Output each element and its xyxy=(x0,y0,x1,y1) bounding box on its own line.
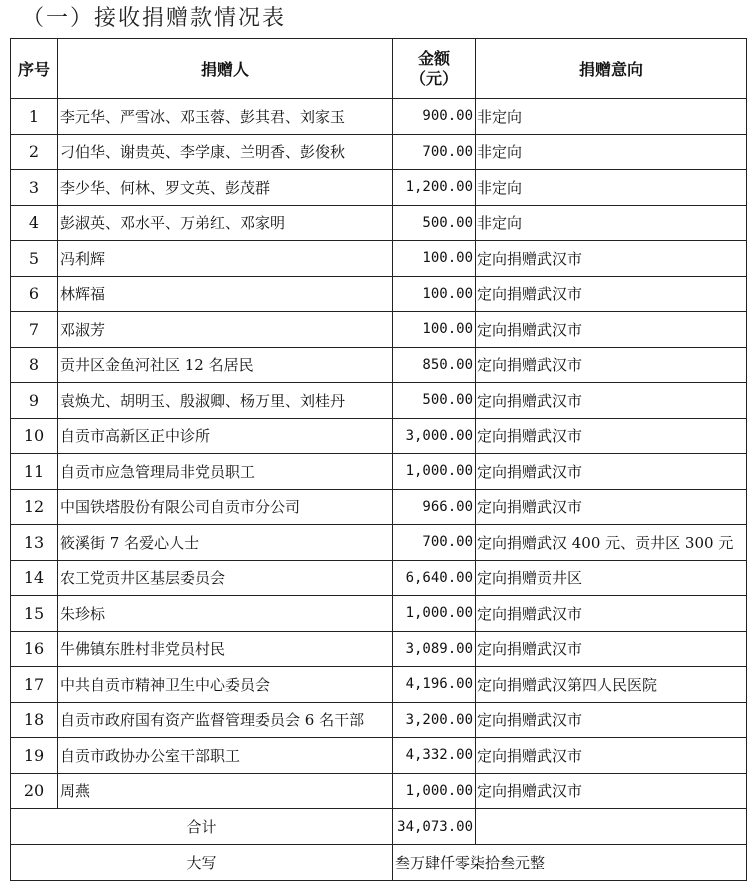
table-row xyxy=(11,773,747,809)
total-amount: 34,073.00 xyxy=(393,809,476,845)
row-intent: 定向捐赠武汉市 xyxy=(476,454,747,490)
row-intent: 定向捐赠武汉市 xyxy=(476,241,747,277)
row-number: 11 xyxy=(11,454,58,490)
row-intent: 非定向 xyxy=(476,170,747,206)
capital-label: 大写 xyxy=(11,845,393,881)
table-row xyxy=(11,454,747,490)
row-intent: 定向捐赠武汉市 xyxy=(476,347,747,383)
row-amount: 700.00 xyxy=(393,134,476,170)
table-row xyxy=(11,99,747,135)
row-number: 5 xyxy=(11,241,58,277)
header-amount-line1: 金额 xyxy=(417,48,450,68)
row-amount: 1,000.00 xyxy=(393,596,476,632)
capital-row xyxy=(11,845,747,881)
row-intent: 定向捐赠武汉市 xyxy=(476,738,747,774)
row-amount: 850.00 xyxy=(393,347,476,383)
row-number: 13 xyxy=(11,525,58,561)
row-donor: 彭淑英、邓水平、万弟红、邓家明 xyxy=(58,205,393,241)
table-row xyxy=(11,596,747,632)
row-amount: 3,089.00 xyxy=(393,631,476,667)
row-donor: 中共自贡市精神卫生中心委员会 xyxy=(58,667,393,703)
table-row xyxy=(11,170,747,206)
row-number: 4 xyxy=(11,205,58,241)
row-donor: 李少华、何林、罗文英、彭茂群 xyxy=(58,170,393,206)
row-number: 20 xyxy=(11,773,58,809)
row-donor: 李元华、严雪冰、邓玉蓉、彭其君、刘家玉 xyxy=(58,99,393,135)
row-amount: 500.00 xyxy=(393,205,476,241)
table-row xyxy=(11,383,747,419)
row-donor: 袁焕尤、胡明玉、殷淑卿、杨万里、刘桂丹 xyxy=(58,383,393,419)
row-intent: 非定向 xyxy=(476,205,747,241)
total-label: 合计 xyxy=(11,809,393,845)
row-donor: 自贡市应急管理局非党员职工 xyxy=(58,454,393,490)
row-donor: 自贡市高新区正中诊所 xyxy=(58,418,393,454)
total-intent xyxy=(476,809,747,845)
row-intent: 非定向 xyxy=(476,99,747,135)
table-row xyxy=(11,312,747,348)
header-donor: 捐赠人 xyxy=(58,39,393,99)
row-number: 6 xyxy=(11,276,58,312)
row-intent: 定向捐赠武汉市 xyxy=(476,383,747,419)
row-donor: 林辉福 xyxy=(58,276,393,312)
table-row xyxy=(11,205,747,241)
header-amount xyxy=(393,39,476,99)
row-intent: 定向捐赠武汉市 xyxy=(476,418,747,454)
table-body xyxy=(11,99,747,809)
table-row xyxy=(11,560,747,596)
row-donor: 农工党贡井区基层委员会 xyxy=(58,560,393,596)
row-amount: 100.00 xyxy=(393,241,476,277)
row-donor: 中国铁塔股份有限公司自贡市分公司 xyxy=(58,489,393,525)
table-row xyxy=(11,241,747,277)
row-donor: 自贡市政协办公室干部职工 xyxy=(58,738,393,774)
row-amount: 966.00 xyxy=(393,489,476,525)
row-number: 1 xyxy=(11,99,58,135)
total-row xyxy=(11,809,747,845)
row-amount: 1,000.00 xyxy=(393,454,476,490)
row-donor: 刁伯华、谢贵英、李学康、兰明香、彭俊秋 xyxy=(58,134,393,170)
row-number: 8 xyxy=(11,347,58,383)
header-intent: 捐赠意向 xyxy=(476,39,747,99)
row-intent: 定向捐赠武汉市 xyxy=(476,312,747,348)
header-amount-line2: （元） xyxy=(409,68,458,88)
row-intent: 定向捐赠武汉市 xyxy=(476,773,747,809)
row-number: 17 xyxy=(11,667,58,703)
row-intent: 定向捐赠武汉市 xyxy=(476,489,747,525)
table-row xyxy=(11,667,747,703)
row-number: 19 xyxy=(11,738,58,774)
row-number: 10 xyxy=(11,418,58,454)
page-title: （一）接收捐赠款情况表 xyxy=(22,6,287,31)
row-intent: 定向捐赠贡井区 xyxy=(476,560,747,596)
row-amount: 6,640.00 xyxy=(393,560,476,596)
row-amount: 4,332.00 xyxy=(393,738,476,774)
row-intent: 定向捐赠武汉第四人民医院 xyxy=(476,667,747,703)
table-header-row xyxy=(11,39,747,99)
row-number: 3 xyxy=(11,170,58,206)
row-amount: 100.00 xyxy=(393,276,476,312)
table-row xyxy=(11,418,747,454)
table-row xyxy=(11,631,747,667)
row-donor: 牛佛镇东胜村非党员村民 xyxy=(58,631,393,667)
row-amount: 3,200.00 xyxy=(393,702,476,738)
row-donor: 自贡市政府国有资产监督管理委员会 6 名干部 xyxy=(58,702,393,738)
row-donor: 邓淑芳 xyxy=(58,312,393,348)
row-amount: 4,196.00 xyxy=(393,667,476,703)
row-number: 12 xyxy=(11,489,58,525)
row-amount: 900.00 xyxy=(393,99,476,135)
row-amount: 1,000.00 xyxy=(393,773,476,809)
row-intent: 定向捐赠武汉市 xyxy=(476,702,747,738)
row-amount: 1,200.00 xyxy=(393,170,476,206)
table-row xyxy=(11,525,747,561)
row-donor: 周燕 xyxy=(58,773,393,809)
row-donor: 贡井区金鱼河社区 12 名居民 xyxy=(58,347,393,383)
row-number: 18 xyxy=(11,702,58,738)
row-amount: 700.00 xyxy=(393,525,476,561)
row-amount: 500.00 xyxy=(393,383,476,419)
table-row xyxy=(11,738,747,774)
table-row xyxy=(11,347,747,383)
capital-value: 叁万肆仟零柒拾叁元整 xyxy=(393,845,747,881)
row-intent: 定向捐赠武汉市 xyxy=(476,596,747,632)
row-amount: 3,000.00 xyxy=(393,418,476,454)
table-row xyxy=(11,134,747,170)
row-intent: 非定向 xyxy=(476,134,747,170)
row-number: 9 xyxy=(11,383,58,419)
table-row xyxy=(11,702,747,738)
row-amount: 100.00 xyxy=(393,312,476,348)
donation-table xyxy=(10,38,747,881)
row-number: 7 xyxy=(11,312,58,348)
row-intent: 定向捐赠武汉市 xyxy=(476,631,747,667)
row-intent: 定向捐赠武汉市 xyxy=(476,276,747,312)
row-donor: 朱珍标 xyxy=(58,596,393,632)
row-intent: 定向捐赠武汉 400 元、贡井区 300 元 xyxy=(476,525,747,561)
header-no: 序号 xyxy=(11,39,58,99)
row-donor: 筱溪街 7 名爱心人士 xyxy=(58,525,393,561)
table-row xyxy=(11,276,747,312)
table-row xyxy=(11,489,747,525)
row-number: 15 xyxy=(11,596,58,632)
row-number: 16 xyxy=(11,631,58,667)
row-number: 2 xyxy=(11,134,58,170)
row-donor: 冯利辉 xyxy=(58,241,393,277)
row-number: 14 xyxy=(11,560,58,596)
